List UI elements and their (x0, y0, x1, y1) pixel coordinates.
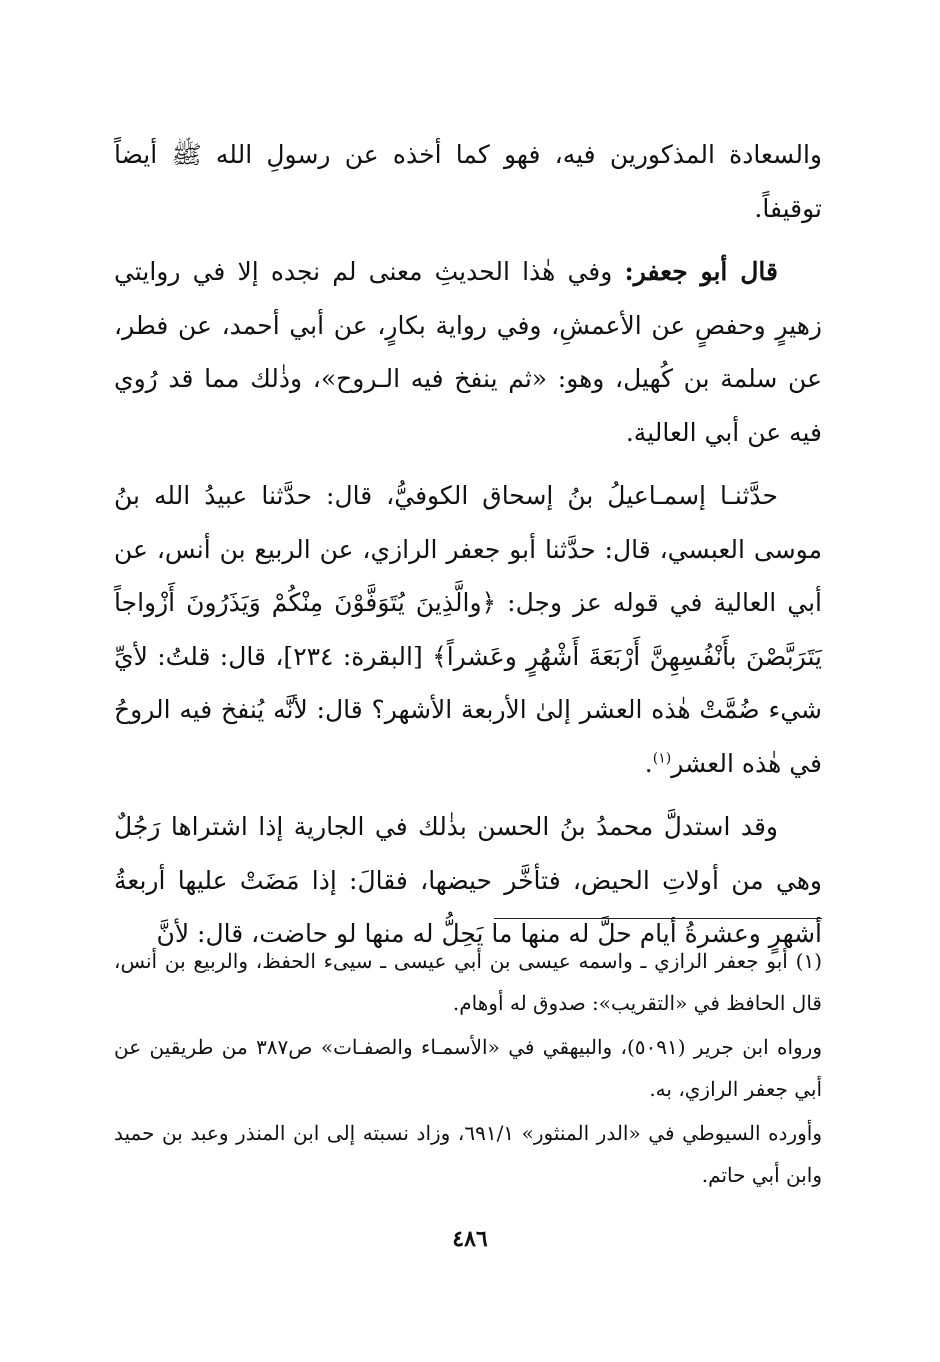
main-text (114, 128, 822, 961)
paragraph-3 (114, 469, 822, 790)
paragraph-2 (114, 245, 822, 459)
footnote-separator (494, 918, 822, 919)
speaker-label: قال أبو جعفر: (624, 257, 778, 286)
paragraph-1: والسعادة المذكورين فيه، فهو كما أخذه عن رسولِ الله ﷺ أيضاً توقيفاً. (114, 140, 822, 223)
footnotes (114, 940, 822, 1196)
footnote-reference: (١) (652, 750, 672, 767)
footnote-3: وأورده السيوطي في «الدر المنثور» ٦٩١/١، وزاد نسبته إلى ابن المنذر وعبد بن حميد وابن أبي حاتم. (114, 1121, 822, 1187)
paragraph-3-end: . (644, 748, 653, 778)
paragraph-2-text: وفي هٰذا الحديثِ معنى لم نجده إلا في روايتي زهيرٍ وحفصٍ عن الأعمشِ، وفي رواية بكارٍ، عن أبي أحمد، عن فطر، عن سلمة بن كُهيل، وهو: «ثم ينفخ فيه الـروح»، وذٰلك مما قد رُوي فيه عن أبي العالية. (114, 257, 822, 447)
footnote-2: ورواه ابن جرير (٥٠٩١)، والبيهقي في «الأسمـاء والصفـات» ص٣٨٧ من طريقين عن أبي جعفر الرازي، به. (114, 1035, 822, 1101)
page-number: ٤٨٦ (452, 1226, 488, 1252)
paragraph-3-text: حدَّثنـا إسمـاعيلُ بنُ إسحاق الكوفيُّ، قال: حدَّثنا عبيدُ الله بنُ موسى العبسي، قال: حدَّثنا أبو جعفر الرازي، عن الربيع بن أنس، عن أبي العالية في قوله عز وجل: ﴿والَّذِينَ يُتَوَفَّوْنَ مِنْكُمْ وَيَذَرُونَ أَزْواجاً يَتَرَبَّصْنَ بأَنْفُسِهِنَّ أَرْبَعَةَ أَشْهُرٍ وعَشراً﴾ [البقرة: ٢٣٤]، قال: قلتُ: لأيِّ شيء ضُمَّتْ هٰذه العشر إلىٰ الأربعة الأشهر؟ قال: لأنَّه يُنفخ فيه الروحُ في هٰذه العشر (114, 481, 822, 778)
paragraph-4: وقد استدلَّ محمدُ بنُ الحسن بذٰلك في الجارية إذا اشتراها رَجُلٌ وهي من أولاتِ الحيض، فتأخَّر حيضها، فقالَ: إذا مَضَتْ عليها أربعةُ أشهرٍ وعشرةُ أيام حلَّ له منها ما يَحِلُّ له منها لو حاضت، قال: لأنَّ (114, 812, 822, 948)
footnote-1: (١) أبو جعفر الرازي ـ واسمه عيسى بن أبي عيسى ـ سيىء الحفظ، والربيع بن أنس، قال الحافظ في «التقريب»: صدوق له أوهام. (114, 949, 822, 1015)
